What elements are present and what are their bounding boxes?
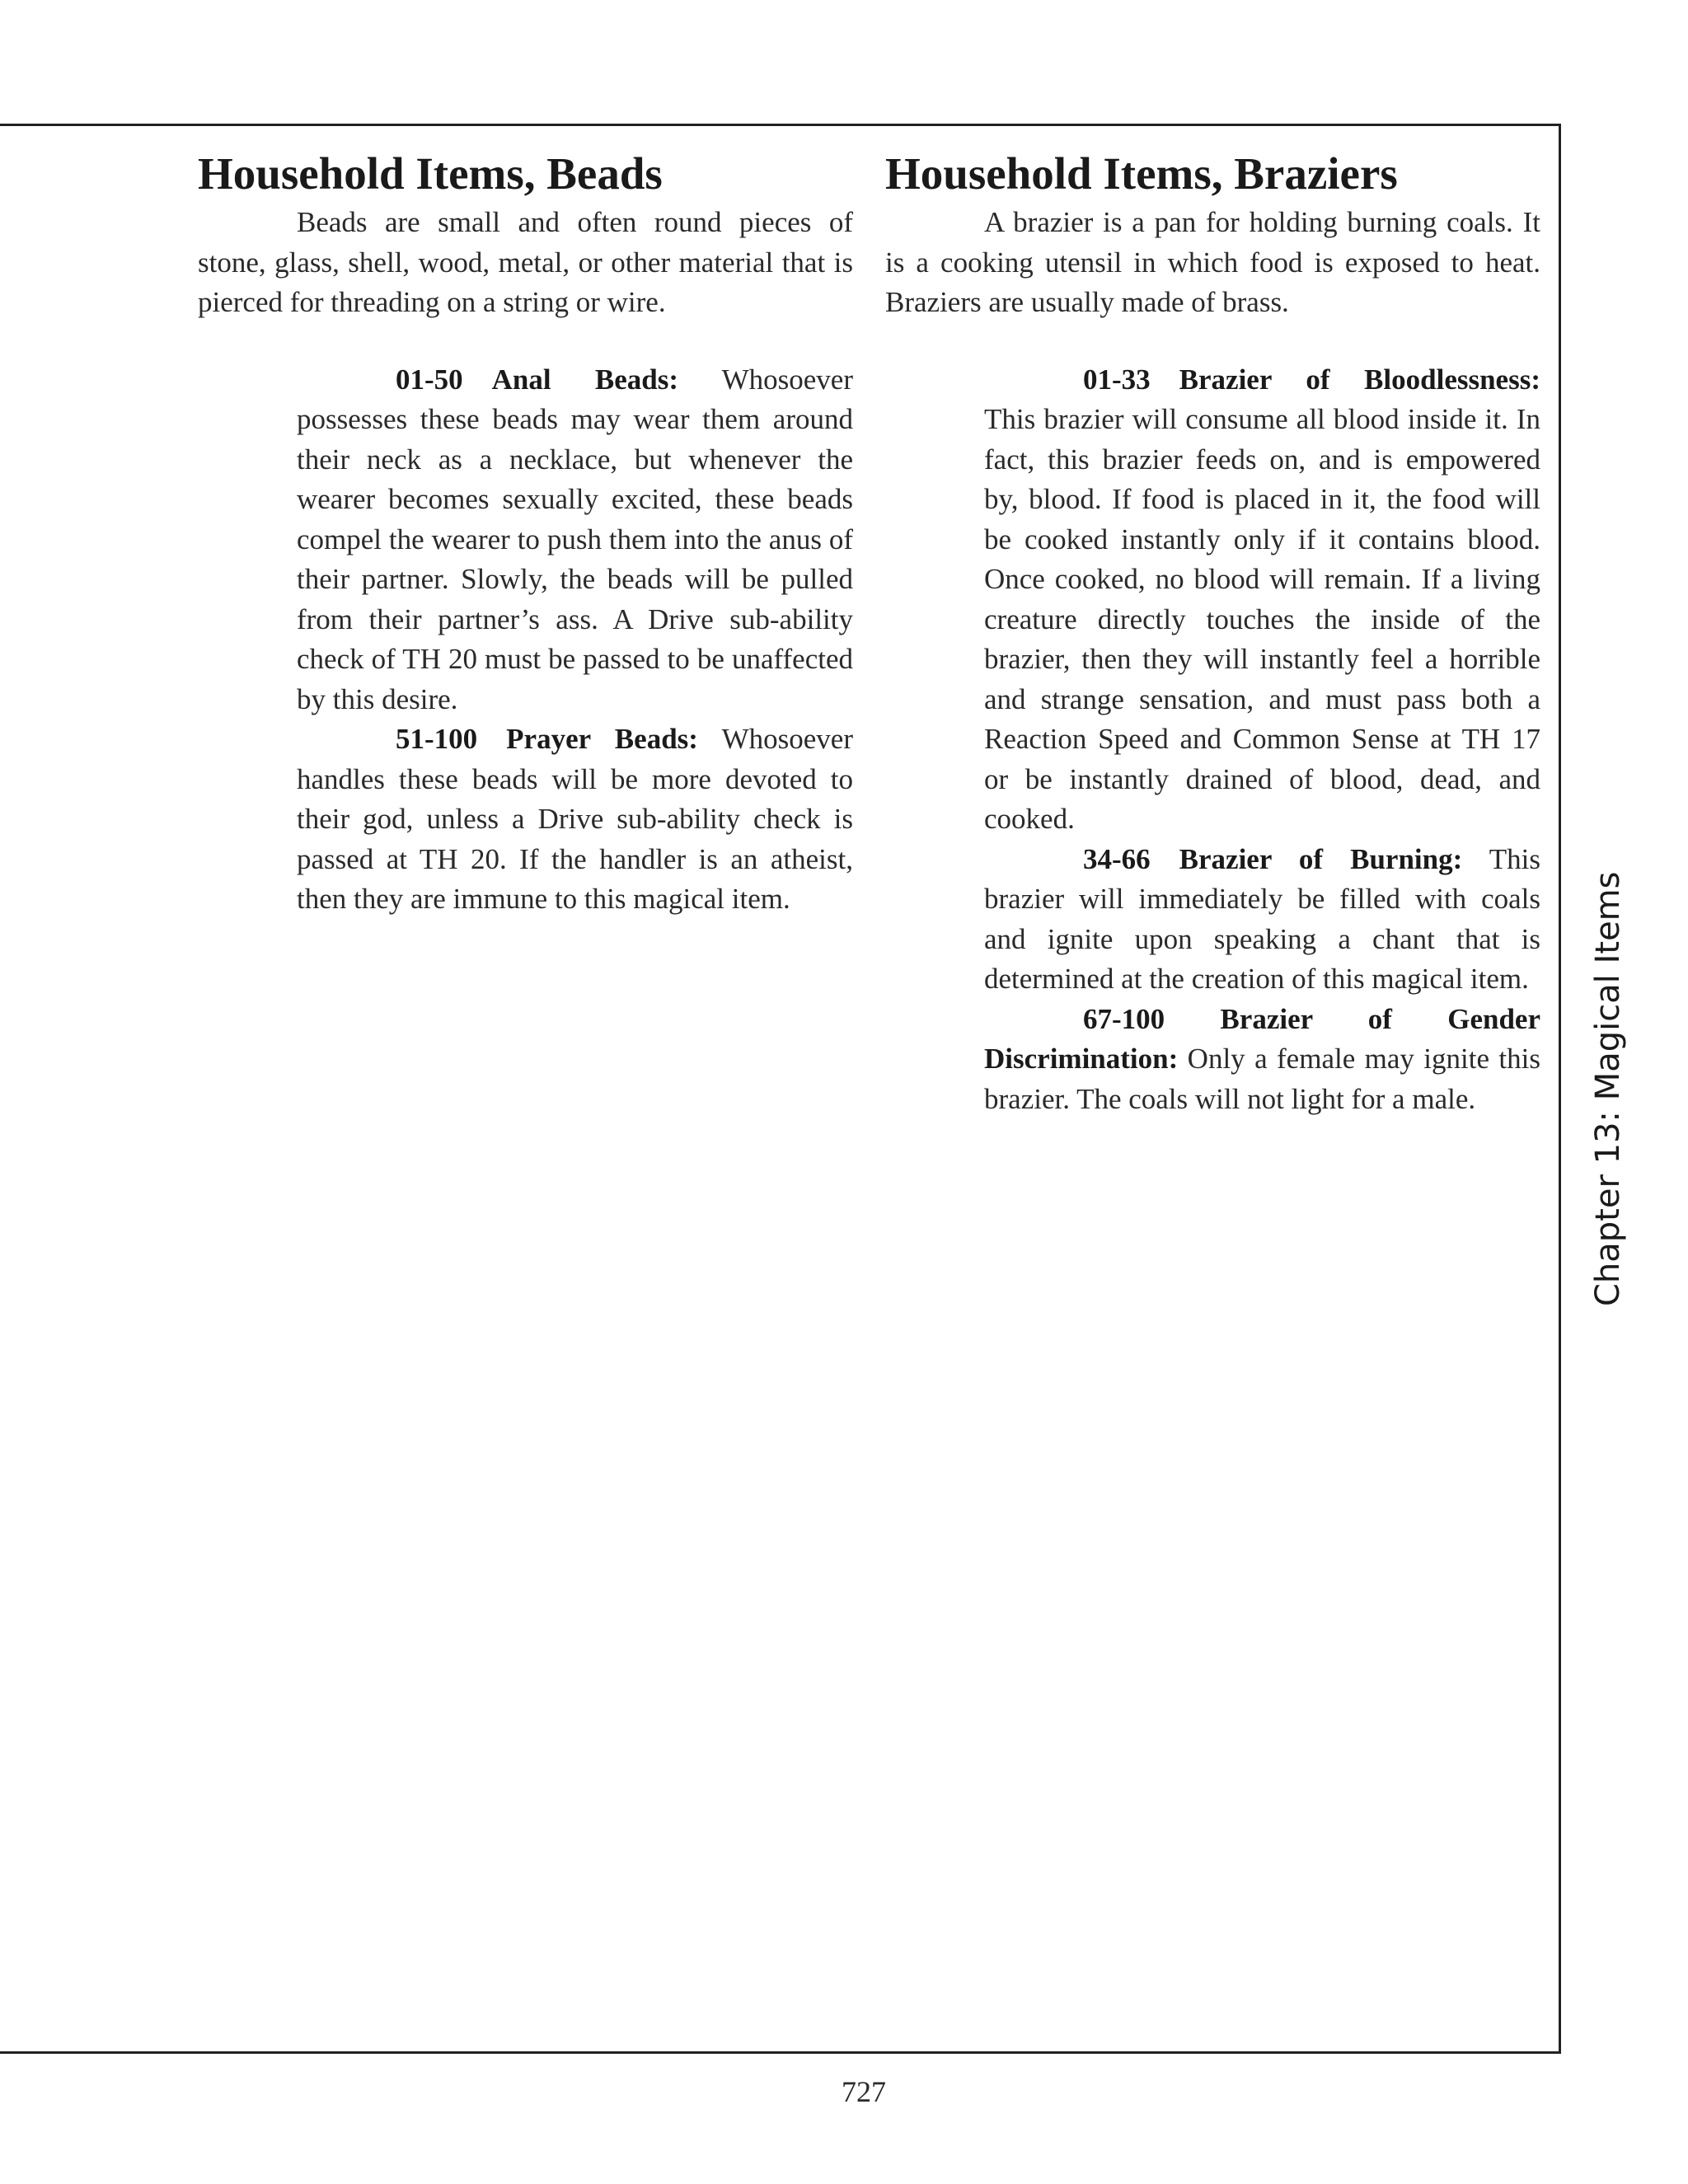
section-title-beads: Household Items, Beads xyxy=(198,148,663,199)
entry-brazier-of-burning xyxy=(984,840,1540,1000)
entry-prayer-beads xyxy=(297,719,853,920)
entry-text: Whosoever handles these beads will be more devoted to their god, unless a Drive sub-ability check is passed at TH 20. If the handler is an atheist, then they are immune to this magical item. xyxy=(297,723,853,915)
entry-text: This brazier will immediately be filled with coals and ignite upon speaking a chant that is determined at the creation of this magical item. xyxy=(984,842,1540,995)
entry-text: This brazier will consume all blood inside it. In fact, this brazier feeds on, and is empowered by, blood. If food is placed in it, the food will be cooked instantly only if it contains blood. Once cooked, no blood will remain. If a living creature directly touches the inside of the brazier, then they will instantly feel a horrible and strange sensation, and must pass both a Reaction Speed and Common Sense at TH 17 or be instantly drained of blood, dead, and cooked. xyxy=(984,403,1540,835)
entry-anal-beads xyxy=(297,360,853,720)
page-number: 727 xyxy=(842,2075,886,2108)
intro-paragraph-braziers: A brazier is a pan for holding burning coals. It is a cooking utensil in which food is exposed to heat. Braziers are usually made of brass. xyxy=(885,206,1540,318)
intro-paragraph-beads: Beads are small and often round pieces of stone, glass, shell, wood, metal, or other material that is pierced for threading on a string or wire. xyxy=(198,206,853,318)
entry-title: 51-100 Prayer Beads: xyxy=(396,723,698,755)
entry-title: 01-33 Brazier of Bloodlessness: xyxy=(1083,363,1540,396)
entry-title: 67-100 Brazier of Gender Discrimination: xyxy=(984,1002,1540,1075)
entry-brazier-of-bloodlessness xyxy=(984,360,1540,840)
entry-list-beads xyxy=(297,360,853,920)
entry-list-braziers xyxy=(984,360,1540,1120)
entry-text: Whosoever possesses these beads may wear them around their neck as a necklace, but whenever the wearer becomes sexually excited, these beads compel the wearer to push them into the anus of their partner. Slowly, the beads will be pulled from their partner’s ass. A Drive sub-ability check of TH 20 must be passed to be unaffected by this desire. xyxy=(297,363,853,715)
entry-title: 01-50 Anal Beads: xyxy=(396,363,678,396)
section-title-braziers: Household Items, Braziers xyxy=(885,148,1398,199)
chapter-side-label: Chapter 13: Magical Items xyxy=(1589,871,1627,1306)
entry-brazier-of-gender-discrimination xyxy=(984,1000,1540,1120)
right-column xyxy=(885,145,1540,1119)
entry-text: Only a female may ignite this brazier. The coals will not light for a male. xyxy=(984,1043,1540,1115)
left-column xyxy=(198,145,853,920)
entry-title: 34-66 Brazier of Burning: xyxy=(1083,842,1463,875)
